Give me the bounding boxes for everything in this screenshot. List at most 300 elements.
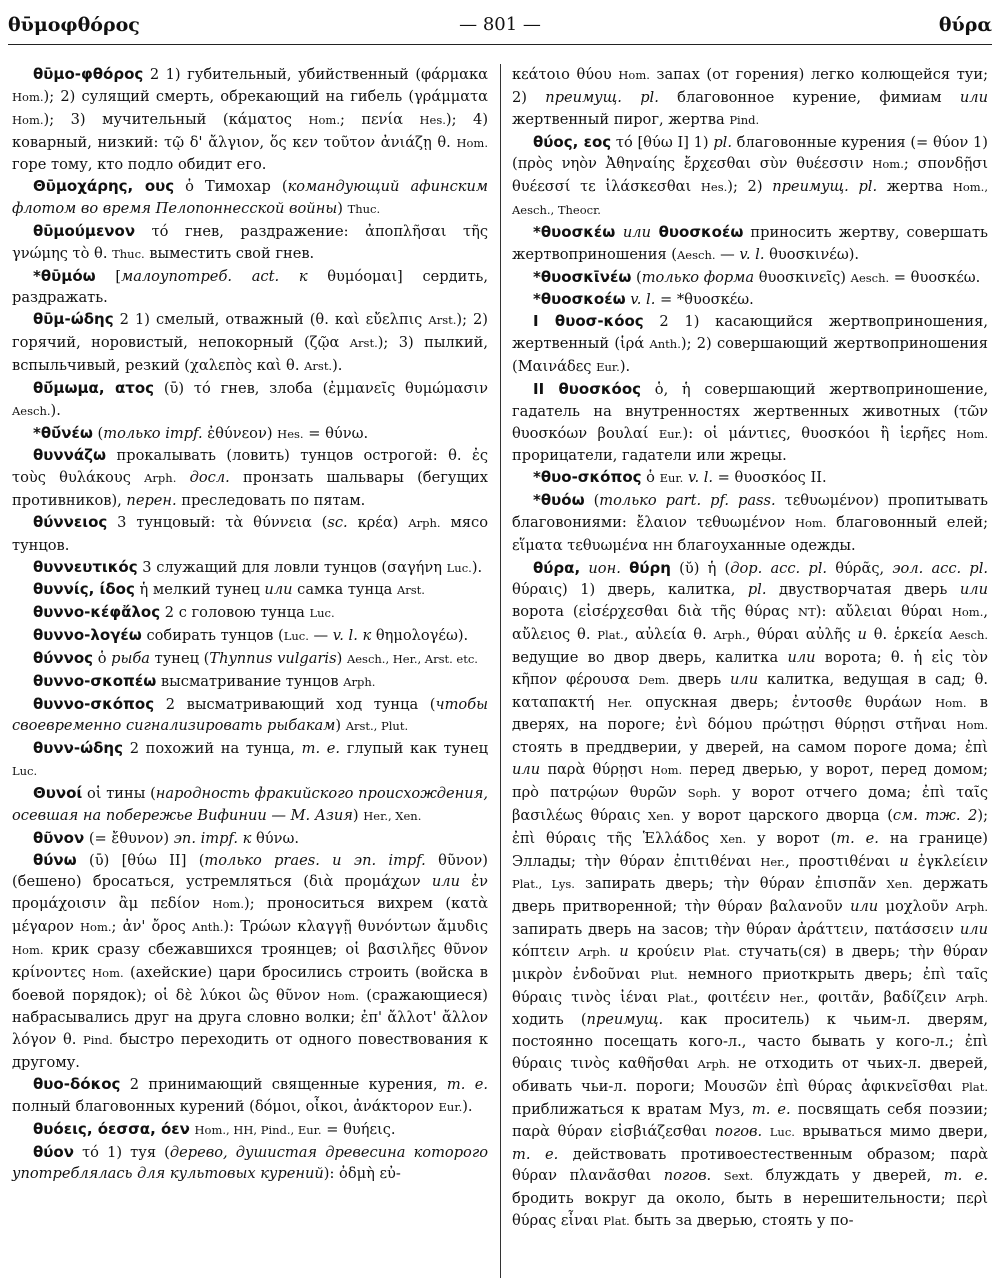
entry-text: ворота; θ. ἡ εἰς τὸν κῆπον φέρουσα	[512, 648, 988, 688]
entry-text: ; σπονδῇσι θυέεσσί τε ἱλάσκεσθαι	[512, 155, 988, 196]
entry-text: запирать дверь; τὴν θύραν ἐπισπᾶν	[574, 875, 887, 893]
entry-source-abbrev: Hom.	[951, 605, 984, 620]
entry-headword: θυννο-σκόπος	[33, 694, 155, 713]
entry-text: 2 похожий на тунца,	[123, 740, 302, 758]
entry-headword: *θῡ́νέω	[33, 423, 93, 442]
entry-text: = *θυοσκέω.	[655, 291, 754, 309]
entry-source-abbrev: Hom.	[327, 988, 359, 1003]
entry-gloss-italic: v. l.	[687, 469, 714, 487]
entry-source-abbrev: Eur.	[438, 1099, 463, 1114]
dictionary-entry	[512, 490, 988, 558]
entry-headword: θυννίς, ίδος	[33, 580, 135, 599]
dictionary-entry	[12, 602, 488, 625]
entry-text: выместить свой гнев.	[144, 244, 315, 262]
entry-gloss-italic: досл.	[189, 469, 230, 487]
dictionary-entry	[12, 579, 488, 602]
entry-text: стучать(ся) в дверь; τὴν θύραν μικρὸν ἐνδοῦναι	[512, 942, 989, 983]
entry-gloss-italic: pl.	[747, 581, 767, 599]
entry-text: —	[308, 627, 333, 645]
entry-source-abbrev: Plat.	[703, 944, 730, 959]
dictionary-entry	[12, 783, 488, 828]
entry-gloss-italic: v. l.	[739, 245, 765, 263]
entry-text: ).	[50, 401, 61, 419]
entry-text: —	[715, 245, 740, 263]
entry-source-abbrev: Hom.	[794, 515, 827, 530]
entry-text: = θυήεις.	[321, 1120, 396, 1138]
entry-headword: θῡμ-ώδης	[33, 310, 114, 329]
entry-headword: θυννάζω	[33, 446, 107, 465]
entry-headword: *θυόω	[533, 491, 585, 510]
dictionary-entry	[12, 1119, 488, 1142]
entry-text: θυοσκινέω).	[764, 245, 860, 263]
entry-text: у ворот царского дворца (	[674, 806, 893, 824]
entry-text	[711, 1167, 724, 1184]
entry-text: ἐθύνεον)	[202, 424, 278, 442]
entry-source-abbrev: Eur.	[596, 359, 620, 374]
entry-source-abbrev: Arph.	[578, 944, 611, 959]
entry-source-abbrev: Thuc.	[112, 246, 145, 261]
entry-text: ἐγκλείειν	[908, 852, 988, 870]
entry-text: в дверях, на пороге; ἐνὶ δόμου πρώτῃσι θύρῃσι στῆναι	[512, 693, 988, 734]
entry-source-abbrev: Arph.	[408, 515, 441, 530]
entry-headword: *θυο-σκόπος	[533, 468, 642, 487]
entry-gloss-italic: т. е.	[836, 829, 879, 847]
entry-text: , φοιτᾶν, βαδίζειν	[804, 988, 956, 1006]
entry-text: παρὰ θύρῃσι	[540, 761, 651, 779]
entry-text: ἡ мелкий тунец	[134, 581, 265, 599]
entry-gloss-italic: дерево, душистая древесина которого употреблялась для культовых курений	[12, 1143, 488, 1183]
entry-source-abbrev: Thuc.	[347, 202, 381, 217]
entry-source-abbrev: Arph.	[343, 674, 376, 689]
dictionary-entry	[12, 625, 488, 648]
entry-gloss-italic: или	[959, 88, 988, 106]
entry-source-abbrev: Arst., Plut.	[345, 719, 409, 734]
dictionary-entry	[12, 309, 488, 378]
entry-source-abbrev: Anth.	[192, 920, 224, 935]
entry-gloss-italic: или	[622, 223, 651, 241]
entry-source-abbrev: Hes.	[277, 426, 304, 441]
dictionary-entry	[12, 694, 488, 739]
entry-headword: Θυνοί	[33, 784, 83, 802]
entry-source-abbrev: HH	[652, 538, 673, 553]
entry-text: быть за дверью, стоять у по-	[629, 1212, 854, 1230]
entry-text: ): Τρώων κλαγγῇ θυνόντων ἄμυδις	[223, 918, 488, 936]
entry-source-abbrev: Anth.	[649, 337, 681, 352]
dictionary-entry	[512, 558, 988, 1233]
entry-text: приносить жертву, совершать жертвоприношения (	[512, 223, 988, 263]
entry-text: ходить (	[512, 1011, 587, 1029]
entry-headword: θύννειος	[33, 512, 108, 531]
right-column	[512, 64, 988, 1233]
entry-source-abbrev: Her.	[760, 854, 786, 869]
entry-source-abbrev: Aesch.	[12, 403, 51, 418]
entry-source-abbrev: Hom.	[12, 942, 44, 957]
entry-gloss-italic: погов.	[714, 1122, 763, 1140]
dictionary-entry	[512, 311, 988, 379]
entry-text: (	[584, 492, 600, 510]
entry-source-abbrev: Eur.	[658, 426, 683, 441]
entry-source-abbrev: Pind.	[82, 1033, 113, 1048]
entry-text: θ. ἑρκεία	[866, 626, 950, 644]
entry-text: 2 высматривающий ход тунца (	[154, 695, 436, 713]
entry-text: двустворчатая дверь	[766, 581, 960, 599]
entry-text: ); 3) мучительный (κάματος	[43, 110, 309, 128]
entry-text: 3 служащий для ловли тунцов (σαγήνη	[137, 558, 447, 576]
entry-text: ); 3) пылкий, вспыльчивый, резкий (χαλεπὸς καὶ θ.	[12, 334, 488, 374]
entry-text: у ворот (	[746, 829, 837, 847]
entry-source-abbrev: NT	[798, 605, 816, 620]
entry-text: ); 2) сулящий смерть, обрекающий на гибель (γράμματα	[43, 87, 488, 105]
entry-text: посвящать себя поэзии; παρὰ θύραν εἰσβιάζεσθαι	[512, 1100, 988, 1140]
entry-gloss-italic: т. е.	[446, 1075, 488, 1093]
entry-text: у ворот отчего дома; ἐπὶ ταῖς βασιλέως θύραις	[512, 784, 988, 824]
entry-gloss-italic: малоупотреб. act. к	[121, 267, 308, 285]
entry-headword: θυννο-σκοπέω	[33, 671, 157, 690]
entry-text: = θυοσκόος II.	[713, 469, 827, 487]
entry-text: собирать тунцов (	[141, 627, 284, 645]
entry-gloss-italic: дор. acc. pl.	[730, 559, 828, 577]
entry-text: (сражающиеся) набрасывались друг на друга словно волки; ἐπ' ἄλλοτ' ἄλλον λόγον θ.	[12, 986, 488, 1049]
entry-headword: Θῡμοχάρης, ους	[33, 177, 175, 196]
entry-text: θύραις) 1) дверь, калитка,	[512, 581, 748, 599]
entry-headword: θύρα,	[533, 558, 581, 577]
entry-headword: θύος, εος	[533, 132, 612, 151]
dictionary-entry	[12, 850, 488, 1074]
entry-text: полный благовонных курений (δόμοι, οἶκοι, ἀνάκτορον	[12, 1097, 439, 1115]
entry-gloss-italic: чтобы своевременно сигнализировать рыбакам	[12, 695, 488, 735]
entry-text: θύρᾶς,	[827, 559, 893, 577]
entry-source-abbrev: Arph.	[955, 990, 988, 1005]
entry-text: ὁ, ἡ совершающий жертвоприношение, гадатель на внутренностях жертвенных животных (τῶν θυοσκόων βουλαί	[512, 380, 988, 442]
entry-gloss-italic: только impf.	[103, 424, 203, 442]
entry-text: ).	[462, 1097, 473, 1115]
entry-text: , θύραι αὐλῆς	[745, 626, 858, 644]
entry-source-abbrev: Aesch., Her., Arst. etc.	[346, 651, 478, 666]
entry-text: θύνω.	[251, 829, 300, 847]
entry-text: держать дверь притворенной; τὴν θύραν βαλανοῦν	[512, 875, 988, 916]
entry-text: τό 1) туя (	[73, 1143, 170, 1161]
entry-gloss-italic: или	[787, 648, 816, 666]
entry-gloss-italic: см. тж. 2	[892, 806, 978, 824]
entry-text: ).	[332, 356, 343, 374]
entry-headword: θῡμούμενον	[33, 221, 136, 240]
entry-text: , αὔλειος θ.	[512, 603, 988, 644]
dictionary-entry	[512, 467, 988, 490]
entry-source-abbrev: Hes.	[419, 112, 446, 127]
entry-gloss-italic: рыба	[111, 649, 150, 667]
entry-text: глупый как тунец	[340, 740, 488, 758]
entry-headword: θύνω	[33, 850, 77, 869]
entry-text: θημολογέω).	[371, 627, 469, 645]
entry-text	[762, 1123, 770, 1140]
entry-gloss-italic: sc.	[327, 513, 348, 531]
entry-text: перед дверью, у ворот, перед домом; πρὸ πατρῴων θυρῶν	[512, 761, 988, 801]
entry-text: ).	[471, 558, 483, 576]
entry-source-abbrev: Hom.	[618, 68, 650, 82]
entry-text: ; πενία	[339, 110, 420, 128]
dictionary-entry	[12, 648, 488, 671]
entry-text: (ῡ) [θύω II] (	[76, 851, 205, 869]
entry-source-abbrev: Xen.	[648, 808, 675, 823]
entry-text: κόπτειν	[512, 942, 579, 960]
entry-source-abbrev: Luc.	[446, 560, 472, 575]
entry-text: мясо тунцов.	[12, 513, 488, 554]
entry-text: , φοιτέειν	[693, 988, 780, 1006]
entry-gloss-italic: или	[850, 898, 879, 916]
entry-text: ворота (εἰσέρχεσθαι διὰ τῆς θύρας	[512, 603, 799, 621]
entry-text: 2 1) касающийся жертвоприношения, жертвенный (ἱρά	[512, 313, 988, 353]
entry-headword: *θῡμόω	[33, 266, 96, 285]
entry-text: приближаться к вратам Муз,	[512, 1100, 752, 1118]
entry-headword: θύον	[33, 1142, 74, 1161]
entry-gloss-italic: преимущ. pl.	[772, 178, 878, 196]
entry-source-abbrev: Plut.	[650, 967, 678, 982]
entry-gloss-italic: только praes. и эп. impf.	[204, 851, 426, 869]
entry-text: 2 1) губительный, убийственный (φάρμακα	[143, 66, 488, 83]
entry-headword: *θυοσκῑνέω	[533, 267, 632, 286]
dictionary-entry	[12, 221, 488, 266]
entry-gloss-italic: и	[619, 942, 629, 960]
entry-gloss-italic: перен.	[126, 492, 177, 510]
entry-text: действовать противоестественным образом; παρὰ θύραν πλανᾶσθαι	[512, 1145, 988, 1185]
entry-source-abbrev: Arph.	[713, 628, 746, 643]
entry-source-abbrev: Arst.	[396, 583, 425, 598]
dictionary-entry	[512, 267, 988, 290]
entry-gloss-italic: командующий афинским флотом во время Пелопоннесской войны	[12, 178, 488, 218]
entry-text: = θύνω.	[303, 424, 369, 442]
entry-text: ведущие во двор дверь, калитка	[512, 648, 788, 666]
entry-text: жертва	[877, 178, 953, 196]
entry-gloss-italic: ион.	[588, 559, 621, 577]
entry-text: οἱ тины (	[82, 785, 156, 802]
dictionary-entry	[512, 379, 988, 467]
entry-text: на границе) Эллады; τὴν θύραν ἐπιτιθέναι	[512, 829, 988, 870]
dictionary-entry	[12, 671, 488, 694]
entry-text: калитка, ведущая в сад; θ. καταπακτή	[512, 670, 988, 711]
entry-text: = θυοσκέω.	[889, 268, 981, 286]
dictionary-entry	[12, 738, 488, 783]
entry-text: горе тому, кто подло обидит его.	[12, 156, 267, 174]
entry-text: не отходить от чьих-л. дверей, обивать чьи-л. пороги; Μουσῶν ἐπὶ θύρας ἀφικνεῖσθαι	[512, 1055, 988, 1095]
entry-source-abbrev: Hom.	[12, 89, 44, 104]
entry-text: ὁ	[641, 469, 660, 487]
entry-source-abbrev: Plat.	[603, 1214, 630, 1229]
entry-source-abbrev: Arph.	[955, 900, 989, 915]
entry-source-abbrev: Hom.	[80, 920, 112, 935]
entry-text: ).	[619, 357, 631, 375]
entry-text: , προστιθέναι	[785, 852, 900, 870]
entry-source-abbrev: Eur.	[659, 471, 684, 486]
entry-text: благоуханные одежды.	[672, 536, 856, 554]
entry-headword: θυόεις, όεσσα, όεν	[33, 1119, 190, 1138]
entry-gloss-italic: эп. impf. к	[173, 829, 252, 847]
entry-source-abbrev: Luc.	[769, 1124, 795, 1139]
entry-text: ἐν προμάχοισιν ἂμ πεδίον	[12, 873, 488, 913]
entry-headword: θῦνον	[33, 828, 85, 847]
entry-text: блуждать у дверей,	[753, 1167, 944, 1185]
entry-text: (= ἔθυνον)	[84, 829, 174, 847]
entry-text: преследовать по пятам.	[176, 492, 366, 510]
column-divider	[500, 64, 501, 1278]
entry-source-abbrev: Hom., Aesch., Theocr.	[512, 180, 988, 218]
entry-gloss-italic: или	[730, 670, 759, 688]
entry-text: 3 тунцовый: τὰ θύννεια (	[107, 513, 328, 531]
entry-text: ὁ Тимохар (	[174, 178, 288, 196]
entry-text: κρούειν	[628, 942, 704, 960]
entry-text: )	[352, 806, 364, 824]
entry-text: прокалывать (ловить) тунцов острогой: θ. ἐς τοὺς θυλάκους	[12, 447, 488, 487]
entry-source-abbrev: Plat., Lys.	[512, 877, 575, 892]
entry-text: прорицатели, гадатели или жрецы.	[512, 447, 787, 465]
entry-gloss-italic: преимущ. pl.	[545, 88, 659, 106]
entry-source-abbrev: Xen.	[720, 831, 747, 846]
entry-source-abbrev: Hom.	[872, 157, 904, 172]
entry-gloss-italic: только форма	[641, 268, 755, 286]
dictionary-entry	[12, 512, 488, 557]
entry-source-abbrev: Her., Xen.	[363, 808, 422, 823]
entry-text: ; ἀν' ὄρος	[111, 918, 193, 936]
entry-gloss-italic: или	[959, 921, 988, 939]
entry-headword: θύρη	[629, 558, 671, 577]
entry-source-abbrev: Hom.	[12, 112, 44, 127]
entry-text: запах (от горения) легко колющейся туи; 2)	[512, 66, 988, 106]
entry-text: ); 2) совершающий жертвоприношения (Μαινάδες	[512, 335, 988, 375]
entry-gloss-italic: и	[857, 626, 867, 644]
entry-source-abbrev: Pind.	[729, 112, 760, 127]
entry-source-abbrev: Arph.	[697, 1057, 730, 1072]
entry-text: 2 с головою тунца	[160, 604, 310, 622]
dictionary-entry	[12, 445, 488, 512]
entry-headword: θυνν-ώδης	[33, 739, 124, 758]
entry-gloss-italic: v. l.	[630, 291, 656, 309]
entry-source-abbrev: Luc.	[309, 606, 335, 621]
dictionary-entry	[512, 222, 988, 267]
dictionary-entry	[12, 1142, 488, 1186]
entry-source-abbrev: Plat.	[667, 990, 694, 1005]
entry-text: как проситель) к чьим-л. дверям, постоянно посещать кого-л., часто бывать у кого-л.; ἐπὶ θύραις τινὸς καθῆσθαι	[512, 1011, 988, 1073]
entry-text: ): οἱ μάντιες, θυοσκόοι ἢ ἱερῆες	[682, 424, 957, 442]
entry-headword: *θυοσκέω	[533, 222, 623, 241]
entry-text: τό [θύω I] 1)	[611, 133, 714, 151]
entry-text: благовонный елей; εἵματα τεθυωμένα	[512, 513, 988, 554]
entry-gloss-italic: и	[899, 852, 909, 870]
entry-gloss-italic: т. е.	[512, 1145, 559, 1163]
dictionary-entry	[12, 1074, 488, 1119]
entry-text: θυοσκινεῖς)	[754, 268, 851, 286]
entry-source-abbrev: Hom.	[456, 135, 488, 150]
entry-text: (ῡ) τό гнев, злоба (ἐμμανεῖς θυμώμασιν	[154, 379, 488, 397]
page-header	[8, 10, 992, 40]
entry-text: θυμόομαι] сердить, раздражать.	[12, 267, 488, 307]
entry-text: стоять в преддверии, у дверей, на самом пороге дома; ἐπὶ	[512, 739, 988, 757]
entry-source-abbrev: Xen.	[886, 877, 913, 892]
entry-text: быстро переходить от одного повествования к другому.	[12, 1031, 488, 1072]
entry-text: ); проноситься вихрем (κατὰ μέγαρον	[12, 895, 488, 936]
dictionary-entry	[12, 266, 488, 310]
entry-gloss-italic: погов.	[663, 1167, 712, 1185]
entry-gloss-italic: или	[512, 761, 541, 779]
entry-text: 2 принимающий священные курения,	[120, 1075, 447, 1093]
entry-gloss-italic: или	[431, 873, 460, 891]
entry-gloss-italic: т. е.	[301, 740, 341, 758]
entry-source-abbrev: Hom.	[308, 112, 340, 127]
entry-source-abbrev: Aesch.	[850, 270, 890, 285]
entry-text: 2 1) смелый, отважный (θ. καὶ εὔελπις	[113, 311, 429, 329]
entry-source-abbrev: Hom., HH, Pind., Eur.	[194, 1122, 322, 1137]
entry-gloss-italic: т. е.	[751, 1100, 791, 1118]
entry-source-abbrev: Plat.	[961, 1079, 988, 1094]
entry-headword: II θυοσκόος	[533, 379, 642, 398]
entry-text: крик сразу сбежавшихся троянцев; οἱ βασιλῆες θῦνον κρίνοντες	[12, 940, 488, 981]
entry-gloss-italic: v. l. к	[332, 627, 372, 645]
entry-text: κεάτοιο θύου	[512, 66, 619, 83]
entry-source-abbrev: Hom.	[650, 763, 683, 778]
entry-source-abbrev: Dem.	[638, 672, 670, 687]
entry-text: самка тунца	[292, 581, 397, 599]
entry-text: ); 4) коварный, низкий: τῷ δ' ἄλγιον, ὅς κεν τοῦτον ἀνιάζῃ θ.	[12, 110, 489, 151]
header-left-guideword: θῡμοφθόρος	[8, 14, 140, 36]
entry-text: , αὐλεία θ.	[623, 626, 714, 644]
entry-source-abbrev: Arst.	[349, 336, 378, 351]
entry-text: пронзать шальвары (бегущих противников),	[12, 469, 488, 510]
entry-source-abbrev: Luc.	[12, 764, 38, 779]
entry-source-abbrev: Hes.	[700, 180, 728, 195]
header-right-guideword: θύρα	[938, 14, 992, 36]
entry-source-abbrev: Sext.	[723, 1169, 754, 1184]
entry-source-abbrev: Hom.	[935, 695, 967, 710]
dictionary-entry	[12, 557, 488, 580]
entry-text: μοχλοῦν	[878, 898, 956, 916]
entry-source-abbrev: Arst.	[428, 313, 457, 328]
entry-text: κρέα)	[347, 513, 409, 531]
entry-text: ); ἐπὶ θύραις τῆς Ἑλλάδος	[512, 806, 988, 847]
dictionary-entry	[12, 828, 488, 850]
entry-headword: θῡ́μωμα, ατος	[33, 378, 155, 397]
entry-headword: θῡμο-φθόρος	[33, 65, 144, 83]
entry-source-abbrev: Plat.	[597, 628, 624, 643]
entry-text: )	[337, 200, 348, 218]
entry-gloss-italic: народность фракийского происхождения, осевшая на побережье Вифинии — М. Азия	[12, 785, 488, 824]
entry-text: ὁ	[93, 649, 112, 667]
dictionary-entry	[512, 132, 988, 222]
entry-gloss-italic: эол. acc. pl.	[892, 559, 989, 577]
entry-text: (ῠ) ἡ (	[670, 559, 731, 577]
entry-gloss-italic: т. е.	[943, 1167, 988, 1185]
dictionary-entry	[12, 378, 488, 423]
entry-text: благовонное курение, фимиам	[658, 88, 960, 106]
entry-gloss-italic: только part. pf. pass.	[599, 492, 776, 510]
entry-headword: θυννο-κέφἄλος	[33, 603, 161, 622]
dictionary-entry	[12, 176, 488, 221]
entry-text: опускная дверь; ἐντοσθε θυράων	[632, 693, 936, 711]
entry-text: врываться мимо двери,	[794, 1122, 988, 1140]
entry-text: (	[631, 268, 642, 286]
entry-text: ); 2)	[727, 178, 773, 196]
dictionary-entry	[512, 289, 988, 311]
entry-headword: θυο-δόκος	[33, 1074, 121, 1093]
entry-source-abbrev: Her.	[607, 695, 633, 710]
entry-text: дверь	[669, 670, 731, 688]
entry-headword: θυοσκοέω	[651, 222, 744, 241]
page-number: — 801 —	[459, 14, 541, 35]
entry-source-abbrev: Hom.	[956, 718, 988, 733]
left-column	[12, 64, 488, 1185]
entry-text: )	[336, 649, 347, 667]
entry-text	[621, 560, 629, 577]
entry-source-abbrev: Her.	[779, 990, 805, 1005]
entry-source-abbrev: Hom.	[92, 965, 124, 980]
entry-source-abbrev: Arph.	[144, 471, 177, 486]
